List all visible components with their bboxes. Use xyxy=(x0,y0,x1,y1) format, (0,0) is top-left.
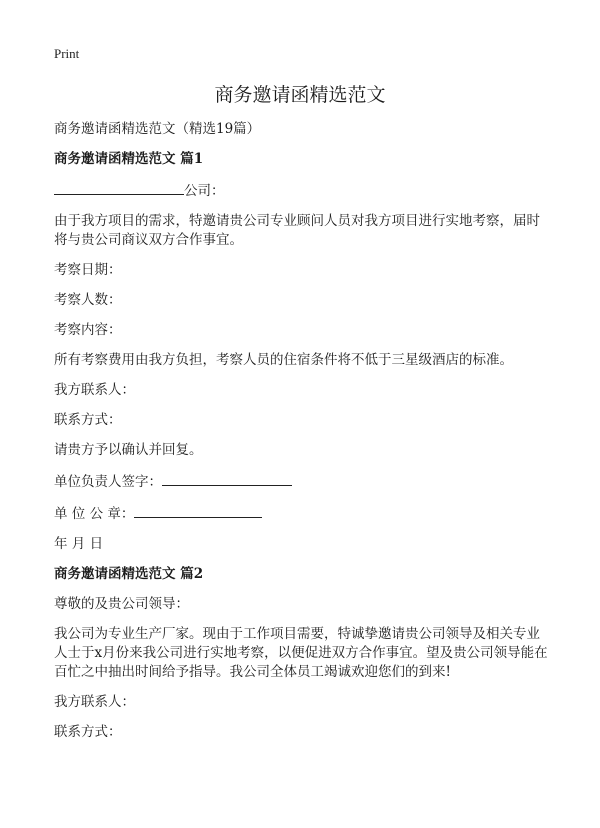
signature-blank xyxy=(162,471,292,486)
label-visit-content: 考察内容： xyxy=(54,322,122,338)
date-line: 年 月 日 xyxy=(54,536,104,552)
label-visit-date: 考察日期： xyxy=(54,262,122,278)
paragraph-confirm: 请贵方予以确认并回复。 xyxy=(54,442,203,458)
section-heading-2: 商务邀请函精选范文 篇2 xyxy=(54,566,204,582)
signature-label: 单位负责人签字： xyxy=(54,474,162,490)
document-title: 商务邀请函精选范文 xyxy=(214,84,386,106)
seal-label: 单 位 公 章： xyxy=(54,506,135,522)
addressee-line xyxy=(54,180,552,201)
label-visit-people: 考察人数： xyxy=(54,292,122,308)
label-contact-person: 我方联系人： xyxy=(54,382,135,398)
section-heading-1: 商务邀请函精选范文 篇1 xyxy=(54,151,204,167)
addressee-suffix: 公司： xyxy=(184,183,225,199)
addressee-blank xyxy=(54,180,184,195)
greeting-line: 尊敬的及贵公司领导： xyxy=(54,596,189,612)
paragraph-purpose: 由于我方项目的需求，特邀请贵公司专业顾问人员对我方项目进行实地考察，届时将与贵公司商议双方合作事宜。 xyxy=(54,213,540,248)
paragraph-expenses: 所有考察费用由我方负担，考察人员的住宿条件将不低于三星级酒店的标准。 xyxy=(54,352,513,368)
document-body xyxy=(54,120,552,753)
seal-blank xyxy=(134,503,262,518)
label-contact-method: 联系方式： xyxy=(54,412,122,428)
paragraph-invitation: 我公司为专业生产厂家。现由于工作项目需要，特诚挚邀请贵公司领导及相关专业人士于x月份来我公司进行实地考察，以便促进双方合作事宜。望及贵公司领导能在百忙之中抽出时间给予指导。我公司全体员工竭诚欢迎您们的到来! xyxy=(54,626,548,680)
signature-line xyxy=(54,471,552,492)
print-link[interactable]: Print xyxy=(54,46,80,61)
label-contact-method-2: 联系方式： xyxy=(54,724,122,740)
document-subtitle: 商务邀请函精选范文（精选19篇） xyxy=(54,121,261,137)
seal-line xyxy=(54,503,552,524)
label-contact-person-2: 我方联系人： xyxy=(54,694,135,710)
